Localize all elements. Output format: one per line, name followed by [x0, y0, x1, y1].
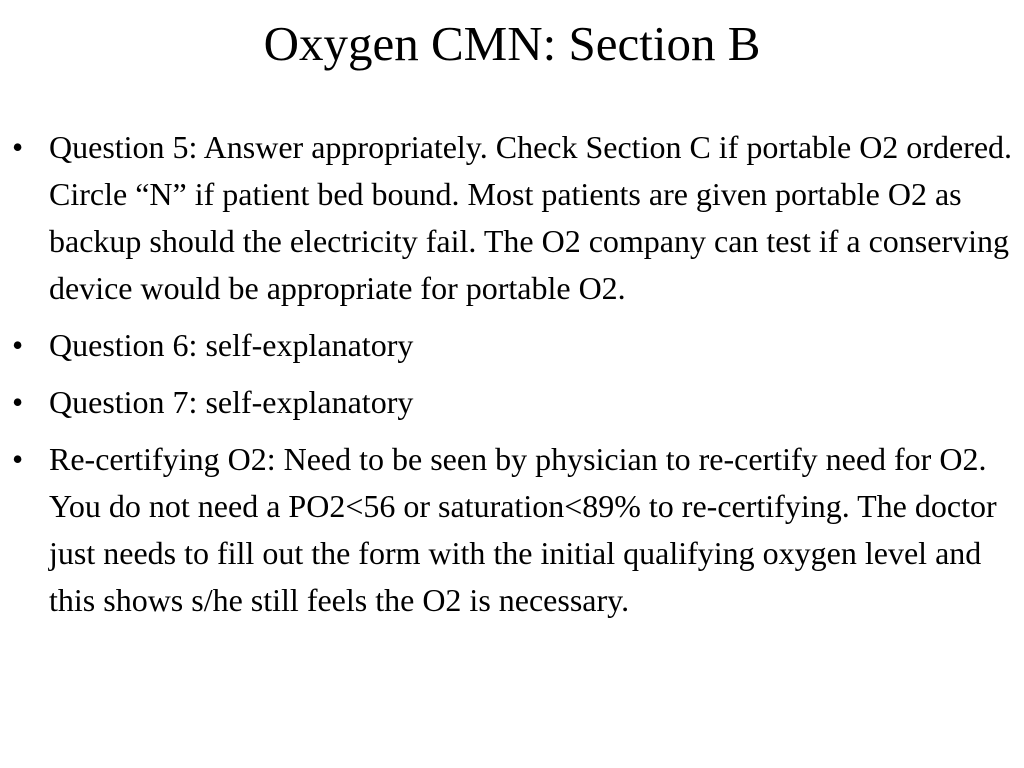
bullet-dot-icon: • — [12, 327, 24, 363]
bullet-text: Question 7: self-explanatory — [49, 384, 414, 420]
bullet-dot-icon: • — [12, 129, 24, 165]
bullet-list — [0, 124, 1024, 634]
bullet-item-question-7 — [0, 379, 1024, 426]
bullet-item-recertifying — [0, 436, 1024, 624]
bullet-item-question-5 — [0, 124, 1024, 312]
bullet-dot-icon: • — [12, 384, 24, 420]
bullet-item-question-6 — [0, 322, 1024, 369]
bullet-text: Re-certifying O2: Need to be seen by physician to re-certify need for O2. You do not need a PO2<56 or saturation<89% to re-certifying. The doctor just needs to fill out the form with the initial qualifying oxygen level and this shows s/he still feels the O2 is necessary. — [49, 441, 997, 618]
slide-title: Oxygen CMN: Section B — [263, 16, 761, 71]
bullet-dot-icon: • — [12, 441, 24, 477]
bullet-text: Question 6: self-explanatory — [49, 327, 414, 363]
bullet-text: Question 5: Answer appropriately. Check Section C if portable O2 ordered. Circle “N” if patient bed bound. Most patients are given portable O2 as backup should the electricity fail. The O2 company can test if a conserving device would be appropriate for portable O2. — [49, 129, 1013, 306]
